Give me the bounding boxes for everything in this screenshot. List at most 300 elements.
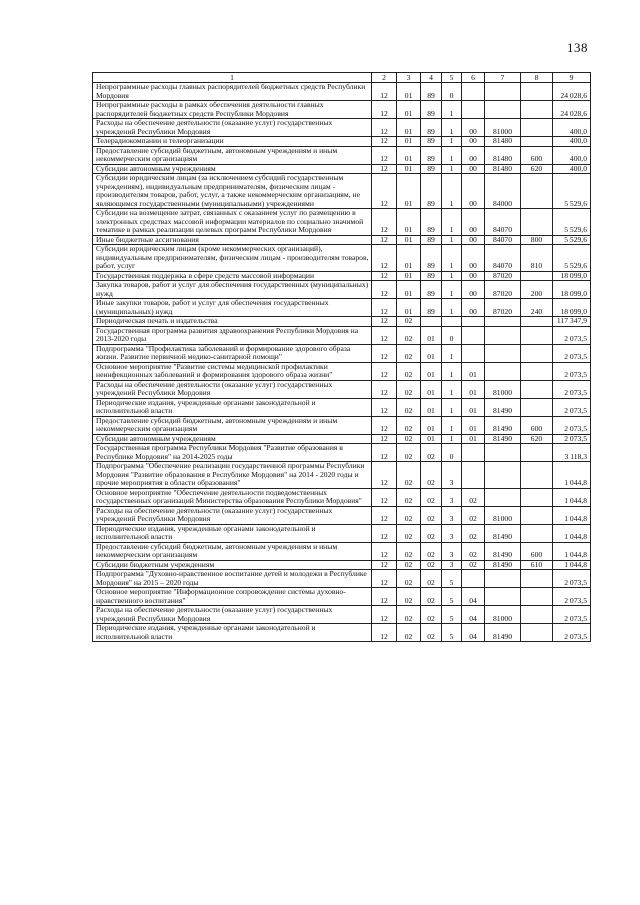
code-program-cell: 01 (421, 326, 442, 344)
code-subsection-cell: 02 (397, 326, 421, 344)
amount-cell: 2 073,5 (553, 624, 591, 642)
code-subsection-cell: 02 (397, 524, 421, 542)
code-section-cell: 12 (372, 624, 397, 642)
code-expense-type-cell (521, 209, 553, 236)
code-program-cell: 02 (421, 444, 442, 462)
code-expense-type-cell (521, 606, 553, 624)
code-direction-cell: 81490 (485, 560, 521, 570)
row-name-cell: Предоставление субсидий бюджетным, автономным учреждениям и иным некоммерческим организациям (93, 416, 372, 434)
code-subsection-cell: 01 (397, 271, 421, 281)
code-subsection-cell: 02 (397, 380, 421, 398)
code-subprogram-cell: 1 (442, 281, 462, 299)
code-expense-type-cell: 240 (521, 299, 553, 317)
table-row (93, 137, 591, 147)
code-event-cell: 02 (462, 560, 485, 570)
table-row (93, 398, 591, 416)
code-subprogram-cell: 1 (442, 235, 462, 245)
code-expense-type-cell: 620 (521, 164, 553, 174)
amount-cell: 24 028,6 (553, 83, 591, 101)
code-direction-cell: 81490 (485, 542, 521, 560)
table-row (93, 146, 591, 164)
row-name-cell: Подпрограмма "Профилактика заболеваний и формирование здорового образа жизни. Развитие первичной медико-санитарной помощи" (93, 344, 372, 362)
row-name-cell: Подпрограмма "Духовно-нравственное воспитание детей и молодежи в Республике Мордовия" на 2015 – 2020 годы (93, 570, 372, 588)
code-section-cell: 12 (372, 137, 397, 147)
code-event-cell: 01 (462, 434, 485, 444)
code-event-cell: 01 (462, 362, 485, 380)
code-subsection-cell: 01 (397, 146, 421, 164)
code-event-cell (462, 101, 485, 119)
amount-cell: 2 073,5 (553, 416, 591, 434)
column-header: 9 (553, 73, 591, 83)
code-subprogram-cell (442, 317, 462, 327)
amount-cell: 2 073,5 (553, 362, 591, 380)
column-header: 3 (397, 73, 421, 83)
code-subprogram-cell: 1 (442, 362, 462, 380)
table-row (93, 317, 591, 327)
row-name-cell: Иные бюджетные ассигнования (93, 235, 372, 245)
code-event-cell (462, 344, 485, 362)
code-expense-type-cell: 600 (521, 416, 553, 434)
table-row (93, 380, 591, 398)
code-event-cell: 00 (462, 164, 485, 174)
code-program-cell: 89 (421, 209, 442, 236)
amount-cell: 400,0 (553, 146, 591, 164)
code-direction-cell: 81490 (485, 398, 521, 416)
code-expense-type-cell (521, 83, 553, 101)
code-expense-type-cell (521, 624, 553, 642)
code-expense-type-cell (521, 570, 553, 588)
column-header: 6 (462, 73, 485, 83)
code-section-cell: 12 (372, 434, 397, 444)
code-direction-cell (485, 444, 521, 462)
code-section-cell: 12 (372, 146, 397, 164)
table-row (93, 83, 591, 101)
code-event-cell: 04 (462, 606, 485, 624)
row-name-cell: Периодические издания, учрежденные органами законодательной и исполнительной власти (93, 524, 372, 542)
amount-cell: 1 044,8 (553, 560, 591, 570)
amount-cell: 3 118,3 (553, 444, 591, 462)
code-expense-type-cell (521, 444, 553, 462)
table-row (93, 101, 591, 119)
row-name-cell: Телерадиокомпании и телеорганизации (93, 137, 372, 147)
code-event-cell: 04 (462, 624, 485, 642)
code-section-cell: 12 (372, 209, 397, 236)
code-subprogram-cell: 1 (442, 344, 462, 362)
amount-cell: 2 073,5 (553, 380, 591, 398)
code-section-cell: 12 (372, 83, 397, 101)
table-row (93, 299, 591, 317)
table-row (93, 174, 591, 209)
amount-cell: 400,0 (553, 164, 591, 174)
code-event-cell: 01 (462, 398, 485, 416)
code-subsection-cell: 02 (397, 624, 421, 642)
row-name-cell: Субсидии бюджетным учреждениям (93, 560, 372, 570)
code-subprogram-cell: 1 (442, 299, 462, 317)
code-direction-cell (485, 326, 521, 344)
code-program-cell: 01 (421, 398, 442, 416)
code-direction-cell: 81480 (485, 146, 521, 164)
row-name-cell: Предоставление субсидий бюджетным, автономным учреждениям и иным некоммерческим организациям (93, 542, 372, 560)
code-direction-cell: 81480 (485, 137, 521, 147)
code-section-cell: 12 (372, 119, 397, 137)
row-name-cell: Подпрограмма "Обеспечение реализации государственной программы Республики Мордовия "Развитие образования в Республике Мордовия" на 2014 - 2020 годы и прочие мероприятия в области образования" (93, 462, 372, 489)
code-subprogram-cell: 5 (442, 588, 462, 606)
code-subsection-cell: 02 (397, 542, 421, 560)
row-name-cell: Расходы на обеспечение деятельности (оказание услуг) государственных учреждений Республики Мордовия (93, 380, 372, 398)
code-direction-cell (485, 570, 521, 588)
row-name-cell: Государственная поддержка в сфере средств массовой информации (93, 271, 372, 281)
code-direction-cell (485, 344, 521, 362)
code-expense-type-cell (521, 588, 553, 606)
code-expense-type-cell: 600 (521, 542, 553, 560)
code-event-cell: 00 (462, 119, 485, 137)
table-row (93, 209, 591, 236)
code-section-cell: 12 (372, 174, 397, 209)
code-section-cell: 12 (372, 362, 397, 380)
code-direction-cell: 84000 (485, 174, 521, 209)
code-section-cell: 12 (372, 488, 397, 506)
amount-cell: 1 044,8 (553, 488, 591, 506)
code-section-cell: 12 (372, 380, 397, 398)
code-section-cell: 12 (372, 344, 397, 362)
table-row (93, 624, 591, 642)
code-subprogram-cell: 1 (442, 434, 462, 444)
code-program-cell: 02 (421, 606, 442, 624)
code-section-cell: 12 (372, 444, 397, 462)
row-name-cell: Закупка товаров, работ и услуг для обеспечения государственных (муниципальных) нужд (93, 281, 372, 299)
table-row (93, 542, 591, 560)
code-event-cell: 00 (462, 281, 485, 299)
code-subsection-cell: 02 (397, 570, 421, 588)
code-subsection-cell: 01 (397, 137, 421, 147)
code-program-cell: 89 (421, 146, 442, 164)
amount-cell: 2 073,5 (553, 344, 591, 362)
code-program-cell: 01 (421, 416, 442, 434)
code-subsection-cell: 02 (397, 606, 421, 624)
row-name-cell: Основное мероприятие "Обеспечение деятельности подведомственных государственных организаций Министерства образования Республики Мордовия" (93, 488, 372, 506)
code-expense-type-cell (521, 137, 553, 147)
code-expense-type-cell (521, 524, 553, 542)
code-event-cell: 00 (462, 271, 485, 281)
row-name-cell: Субсидии автономным учреждениям (93, 164, 372, 174)
code-subprogram-cell: 1 (442, 164, 462, 174)
code-program-cell (421, 317, 442, 327)
amount-cell: 5 529,6 (553, 174, 591, 209)
amount-cell: 5 529,6 (553, 209, 591, 236)
code-subprogram-cell: 1 (442, 245, 462, 272)
code-expense-type-cell (521, 317, 553, 327)
code-direction-cell (485, 83, 521, 101)
table-row (93, 362, 591, 380)
code-expense-type-cell: 610 (521, 560, 553, 570)
code-subprogram-cell: 1 (442, 101, 462, 119)
code-subsection-cell: 02 (397, 462, 421, 489)
code-event-cell: 00 (462, 235, 485, 245)
code-subsection-cell: 01 (397, 119, 421, 137)
column-header: 7 (485, 73, 521, 83)
row-name-cell: Государственная программа развития здравоохранения Республики Мордовия на 2013-2020 годы (93, 326, 372, 344)
code-subprogram-cell: 1 (442, 119, 462, 137)
code-program-cell: 89 (421, 281, 442, 299)
code-subsection-cell: 01 (397, 245, 421, 272)
code-subprogram-cell: 5 (442, 624, 462, 642)
code-section-cell: 12 (372, 560, 397, 570)
row-name-cell: Субсидии на возмещение затрат, связанных с оказанием услуг по размещению в электронных средствах массовой информации материалов по социально значимой тематике в рамках реализации целевых программ Республики Мордовия (93, 209, 372, 236)
code-subprogram-cell: 3 (442, 560, 462, 570)
amount-cell: 5 529,6 (553, 235, 591, 245)
code-section-cell: 12 (372, 235, 397, 245)
code-subprogram-cell: 0 (442, 444, 462, 462)
code-subsection-cell: 01 (397, 281, 421, 299)
code-subprogram-cell: 1 (442, 380, 462, 398)
code-event-cell: 00 (462, 299, 485, 317)
code-expense-type-cell (521, 398, 553, 416)
table-row (93, 119, 591, 137)
code-section-cell: 12 (372, 299, 397, 317)
code-event-cell (462, 317, 485, 327)
code-subprogram-cell: 1 (442, 174, 462, 209)
code-subsection-cell: 02 (397, 416, 421, 434)
code-subsection-cell: 01 (397, 209, 421, 236)
code-expense-type-cell (521, 174, 553, 209)
code-section-cell: 12 (372, 326, 397, 344)
code-expense-type-cell: 810 (521, 245, 553, 272)
code-section-cell: 12 (372, 416, 397, 434)
code-direction-cell: 84070 (485, 245, 521, 272)
code-event-cell (462, 83, 485, 101)
code-subsection-cell: 02 (397, 506, 421, 524)
code-subsection-cell: 02 (397, 398, 421, 416)
code-subprogram-cell: 3 (442, 524, 462, 542)
code-event-cell: 02 (462, 488, 485, 506)
table-row (93, 462, 591, 489)
amount-cell: 2 073,5 (553, 606, 591, 624)
amount-cell: 1 044,8 (553, 462, 591, 489)
column-header: 1 (93, 73, 372, 83)
code-direction-cell: 81490 (485, 624, 521, 642)
code-subsection-cell: 01 (397, 299, 421, 317)
code-expense-type-cell (521, 271, 553, 281)
amount-cell: 2 073,5 (553, 398, 591, 416)
code-event-cell: 00 (462, 146, 485, 164)
code-section-cell: 12 (372, 164, 397, 174)
row-name-cell: Субсидии юридическим лицам (кроме некоммерческих организаций), индивидуальным предпринимателям, физическим лицам - производителям товаров, работ, услуг (93, 245, 372, 272)
code-program-cell: 02 (421, 506, 442, 524)
code-subprogram-cell: 1 (442, 146, 462, 164)
amount-cell: 18 099,0 (553, 271, 591, 281)
table-row (93, 524, 591, 542)
table-row (93, 444, 591, 462)
code-expense-type-cell (521, 362, 553, 380)
column-header: 5 (442, 73, 462, 83)
table-body (93, 83, 591, 642)
code-expense-type-cell (521, 344, 553, 362)
code-section-cell: 12 (372, 398, 397, 416)
code-subprogram-cell: 1 (442, 416, 462, 434)
code-subsection-cell: 01 (397, 83, 421, 101)
code-subprogram-cell: 1 (442, 209, 462, 236)
code-section-cell: 12 (372, 271, 397, 281)
code-program-cell: 02 (421, 570, 442, 588)
code-subprogram-cell: 1 (442, 398, 462, 416)
code-program-cell: 01 (421, 434, 442, 444)
code-section-cell: 12 (372, 524, 397, 542)
code-section-cell: 12 (372, 542, 397, 560)
code-subprogram-cell: 1 (442, 137, 462, 147)
amount-cell: 2 073,5 (553, 570, 591, 588)
row-name-cell: Периодическая печать и издательства (93, 317, 372, 327)
code-expense-type-cell (521, 380, 553, 398)
code-event-cell: 02 (462, 524, 485, 542)
code-expense-type-cell (521, 119, 553, 137)
code-section-cell: 12 (372, 506, 397, 524)
code-subsection-cell: 02 (397, 444, 421, 462)
code-program-cell: 89 (421, 101, 442, 119)
amount-cell: 18 099,0 (553, 281, 591, 299)
column-header: 8 (521, 73, 553, 83)
code-direction-cell: 81000 (485, 380, 521, 398)
amount-cell: 2 073,5 (553, 434, 591, 444)
code-section-cell: 12 (372, 570, 397, 588)
row-name-cell: Государственная программа Республики Мордовия "Развитие образования в Республике Мордовия" на 2014-2025 годы (93, 444, 372, 462)
code-direction-cell: 81490 (485, 416, 521, 434)
code-direction-cell (485, 588, 521, 606)
row-name-cell: Основное мероприятие "Информационное сопровождение системы духовно-нравственного воспитания" (93, 588, 372, 606)
code-direction-cell: 81000 (485, 119, 521, 137)
code-event-cell: 01 (462, 416, 485, 434)
code-subprogram-cell: 3 (442, 542, 462, 560)
code-subsection-cell: 01 (397, 235, 421, 245)
code-direction-cell: 81480 (485, 164, 521, 174)
code-subsection-cell: 02 (397, 362, 421, 380)
table-row (93, 326, 591, 344)
row-name-cell: Расходы на обеспечение деятельности (оказание услуг) государственных учреждений Республики Мордовия (93, 119, 372, 137)
code-program-cell: 89 (421, 235, 442, 245)
code-direction-cell: 84070 (485, 209, 521, 236)
amount-cell: 400,0 (553, 137, 591, 147)
table-row (93, 245, 591, 272)
amount-cell: 1 044,8 (553, 506, 591, 524)
table-row (93, 588, 591, 606)
code-direction-cell (485, 488, 521, 506)
table-header-row (93, 73, 591, 83)
code-subprogram-cell: 3 (442, 506, 462, 524)
code-program-cell: 01 (421, 380, 442, 398)
table-row (93, 488, 591, 506)
code-event-cell (462, 444, 485, 462)
amount-cell: 2 073,5 (553, 588, 591, 606)
amount-cell: 1 044,8 (553, 524, 591, 542)
code-subprogram-cell: 5 (442, 570, 462, 588)
row-name-cell: Иные закупки товаров, работ и услуг для обеспечения государственных (муниципальных) нужд (93, 299, 372, 317)
code-event-cell (462, 462, 485, 489)
code-program-cell: 89 (421, 119, 442, 137)
code-section-cell: 12 (372, 245, 397, 272)
code-event-cell: 01 (462, 380, 485, 398)
table-row (93, 570, 591, 588)
code-event-cell: 04 (462, 588, 485, 606)
code-program-cell: 01 (421, 362, 442, 380)
code-direction-cell (485, 101, 521, 119)
row-name-cell: Расходы на обеспечение деятельности (оказание услуг) государственных учреждений Республики Мордовия (93, 506, 372, 524)
code-program-cell: 89 (421, 174, 442, 209)
code-event-cell: 00 (462, 137, 485, 147)
code-expense-type-cell (521, 506, 553, 524)
code-expense-type-cell: 620 (521, 434, 553, 444)
code-subsection-cell: 02 (397, 560, 421, 570)
code-subprogram-cell: 3 (442, 488, 462, 506)
code-program-cell: 02 (421, 624, 442, 642)
code-expense-type-cell: 200 (521, 281, 553, 299)
code-program-cell: 89 (421, 164, 442, 174)
code-program-cell: 89 (421, 245, 442, 272)
table-row (93, 506, 591, 524)
amount-cell: 18 099,0 (553, 299, 591, 317)
amount-cell: 5 529,6 (553, 245, 591, 272)
code-subsection-cell: 02 (397, 344, 421, 362)
row-name-cell: Непрограммные расходы главных распорядителей бюджетных средств Республики Мордовия (93, 83, 372, 101)
code-subsection-cell: 02 (397, 488, 421, 506)
code-direction-cell (485, 462, 521, 489)
code-expense-type-cell: 600 (521, 146, 553, 164)
row-name-cell: Субсидии юридическим лицам (за исключением субсидий государственным учреждениям), индивидуальным предпринимателям, физическим лицам - производителям товаров, работ, услуг, а также некоммерческим организациям, не являющимся государственными (муниципальными) учреждениями (93, 174, 372, 209)
code-program-cell: 89 (421, 83, 442, 101)
code-section-cell: 12 (372, 606, 397, 624)
code-event-cell: 02 (462, 506, 485, 524)
code-direction-cell: 87020 (485, 299, 521, 317)
budget-table (92, 72, 591, 642)
code-subsection-cell: 02 (397, 434, 421, 444)
code-section-cell: 12 (372, 462, 397, 489)
amount-cell: 400,0 (553, 119, 591, 137)
row-name-cell: Периодические издания, учрежденные органами законодательной и исполнительной власти (93, 398, 372, 416)
table-row (93, 416, 591, 434)
code-event-cell: 00 (462, 209, 485, 236)
code-program-cell: 02 (421, 560, 442, 570)
table-row (93, 281, 591, 299)
code-direction-cell: 87020 (485, 271, 521, 281)
code-program-cell: 89 (421, 137, 442, 147)
code-program-cell: 01 (421, 344, 442, 362)
code-subsection-cell: 01 (397, 101, 421, 119)
code-expense-type-cell (521, 326, 553, 344)
code-event-cell (462, 326, 485, 344)
code-section-cell: 12 (372, 101, 397, 119)
code-subprogram-cell: 1 (442, 271, 462, 281)
code-direction-cell: 81000 (485, 606, 521, 624)
code-subprogram-cell: 5 (442, 606, 462, 624)
column-header: 4 (421, 73, 442, 83)
code-subprogram-cell: 0 (442, 83, 462, 101)
code-direction-cell: 84070 (485, 235, 521, 245)
code-subsection-cell: 02 (397, 317, 421, 327)
code-event-cell: 00 (462, 245, 485, 272)
code-event-cell (462, 570, 485, 588)
code-program-cell: 02 (421, 488, 442, 506)
code-direction-cell (485, 317, 521, 327)
row-name-cell: Предоставление субсидий бюджетным, автономным учреждениям и иным некоммерческим организациям (93, 146, 372, 164)
row-name-cell: Основное мероприятие "Развитие системы медицинской профилактики неинфекционных заболеваний и формирования здорового образа жизни" (93, 362, 372, 380)
code-expense-type-cell: 800 (521, 235, 553, 245)
code-section-cell: 12 (372, 588, 397, 606)
code-program-cell: 02 (421, 524, 442, 542)
code-expense-type-cell (521, 462, 553, 489)
row-name-cell: Расходы на обеспечение деятельности (оказание услуг) государственных учреждений Республики Мордовия (93, 606, 372, 624)
code-subprogram-cell: 0 (442, 326, 462, 344)
code-direction-cell: 81490 (485, 434, 521, 444)
code-section-cell: 12 (372, 281, 397, 299)
row-name-cell: Непрограммные расходы в рамках обеспечения деятельности главных распорядителей бюджетных средств Республики Мордовия (93, 101, 372, 119)
